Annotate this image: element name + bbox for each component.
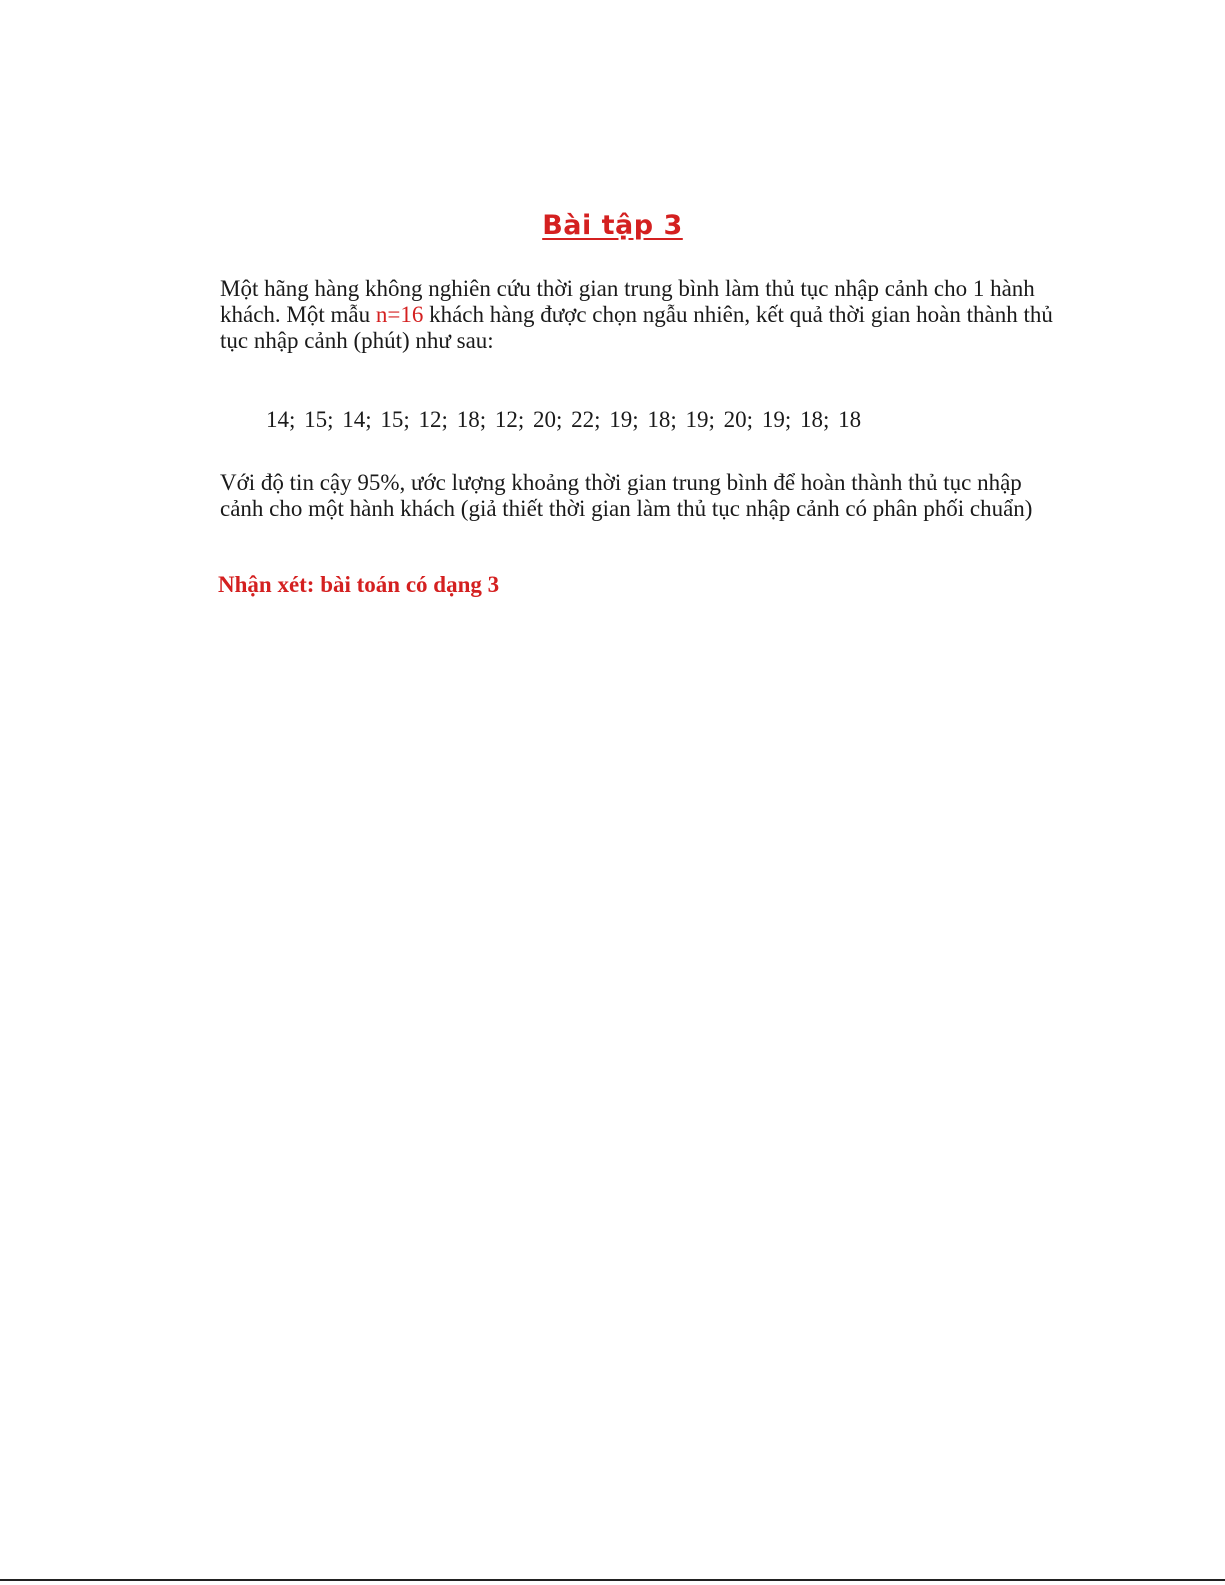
sample-data: 14; 15; 14; 15; 12; 18; 12; 20; 22; 19; 18; 19; 20; 19; 18; 18 bbox=[266, 407, 862, 432]
sample-size: n=16 bbox=[375, 302, 424, 327]
question-text: Với độ tin cậy 95%, ước lượng khoảng thời gian trung bình để hoàn thành thủ tục nhập cảnh cho một hành khách (giả thiết thời gian làm thủ tục nhập cảnh có phân phối chuẩn) bbox=[220, 470, 1033, 521]
remark-text: Nhận xét: bài toán có dạng 3 bbox=[218, 572, 500, 597]
intro-text-end: khách hàng được chọn ngẫu nhiên, kết quả thời gian hoàn thành thủ tục nhập cảnh (phút) như sau: bbox=[220, 302, 1053, 353]
problem-statement bbox=[220, 276, 1060, 354]
intro-text-start: Một hãng hàng không nghiên cứu thời gian trung bình làm thủ tục nhập cảnh cho 1 hành khách. Một mẫu bbox=[220, 276, 1035, 327]
page-bottom-divider bbox=[0, 1579, 1225, 1581]
exercise-title: Bài tập 3 bbox=[542, 210, 683, 241]
